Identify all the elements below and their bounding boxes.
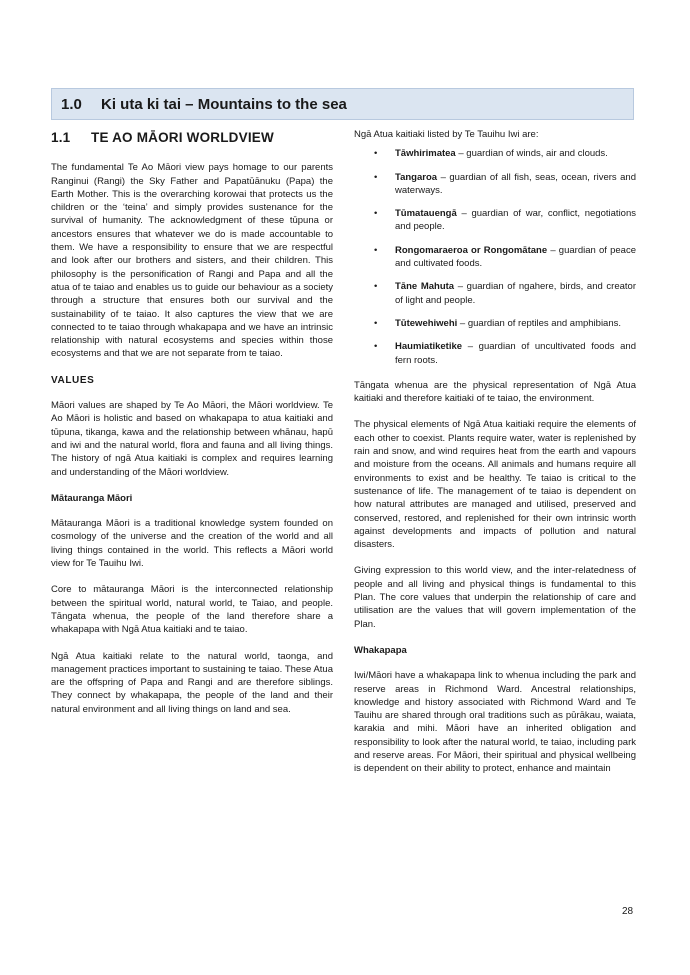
atua-name: Tūtewehiwehi — [395, 317, 458, 329]
left-column — [51, 128, 333, 729]
subsection-title: TE AO MĀORI WORLDVIEW — [91, 130, 274, 145]
atua-name: Tāne Mahuta — [395, 281, 455, 293]
world-view-paragraph: Giving expression to this world view, and the inter-relatedness of people and all living and physical things is fundamental to this Plan. The core values that underpin the relationship of care and utilisation are the values that will govern implementation of the Plan. — [354, 565, 636, 630]
bullet-icon: • — [374, 148, 378, 160]
section-number: 1.0 — [61, 95, 82, 113]
atua-description: – guardian of ngahere, birds, and creator of light and people. — [395, 281, 636, 306]
bullet-icon: • — [374, 341, 378, 353]
matauranga-heading: Mātauranga Māori — [51, 492, 133, 504]
atua-name: Tāwhirimatea — [395, 148, 456, 160]
atua-description: – guardian of uncultivated foods and fern roots. — [395, 341, 636, 366]
list-item — [354, 280, 636, 307]
atua-description: – guardian of all fish, seas, ocean, rivers and waterways. — [395, 171, 636, 196]
list-item — [354, 207, 636, 234]
list-item — [354, 340, 636, 367]
page-number: 28 — [622, 906, 634, 917]
list-item — [354, 317, 636, 330]
list-item — [354, 147, 636, 160]
bullet-icon: • — [374, 171, 378, 183]
right-column — [354, 128, 636, 789]
atua-kaitiaki-list — [354, 147, 636, 367]
list-item — [354, 171, 636, 198]
values-heading: VALUES — [51, 374, 95, 386]
atua-name: Tūmatauengā — [395, 208, 457, 220]
values-paragraph: Māori values are shaped by Te Ao Māori, the Māori worldview. Te Ao Māori is holistic and based on whakapapa to atua kaitiaki and tūpuna, tikanga, kawa and the relationship between whānau, hapū and iwi and the natural world, flora and fauna and all living things. The history of ngā Atua kaitiaki is complex and requires learning and understanding of the Māori worldview. — [51, 400, 333, 478]
list-item — [354, 244, 636, 271]
whakapapa-heading: Whakapapa — [354, 644, 407, 656]
matauranga-paragraph-1: Mātauranga Māori is a traditional knowledge system founded on cosmology of the universe and the creation of the world and all living things contained in the world. This reflects a Māori world view for Te Tauihu Iwi. — [51, 518, 333, 570]
atua-list-intro: Ngā Atua kaitiaki listed by Te Tauihu Iwi are: — [354, 129, 539, 140]
whakapapa-paragraph: Iwi/Māori have a whakapapa link to whenua including the park and reserve areas in Richmond Ward. Ancestral relationships, knowledge and history associated with Richmond Ward and Te Tauihu are shared through oral traditions such as pūrākau, waiata, karakia and mihi. Māori have an inherited obligation and responsibility to look after the natural world, te taiao, including park and reserve areas. For Māori, their spiritual and physical wellbeing is dependent on their ability to protect, enhance and maintain — [354, 670, 636, 775]
bullet-icon: • — [374, 208, 378, 220]
bullet-icon: • — [374, 317, 378, 329]
physical-elements-paragraph: The physical elements of Ngā Atua kaitiaki require the elements of each other to coexist. Plants require water, water is replenished by rain and snow, and wind requires heat from the earth and vapours and moisture from the oceans. All animals and humans require all environments to exist and be healthy. Te taiao is critical to the sustenance of life. The management of te taiao is dependent on how natural attributes are managed and utilised, preserved and conserved, restored, and replenished for their own intrinsic worth against developments and impacts of pollution and natural disasters. — [354, 419, 636, 551]
subsection-heading — [51, 131, 333, 144]
atua-description: – guardian of peace and cultivated foods. — [395, 244, 637, 270]
atua-name: Haumiatiketike — [395, 341, 463, 353]
bullet-icon: • — [374, 281, 378, 293]
atua-description: – guardian of reptiles and amphibians. — [457, 317, 622, 329]
intro-paragraph: The fundamental Te Ao Māori view pays homage to our parents Ranginui (Rangi) the Sky Father and Papatūānuku (Papa) the Earth Mother. This is the overarching korowai that protects us the children or the ‘teina’ and simply provides sustenance for the survival of humanity. The acknowledgment of these tūpuna or ancestors ensures that whatever we do is made accountable to them. We have a responsibility to ensure that we are respectful and look after our brothers and sisters, and their children. This philosophy is the personification of Rangi and Papa and all the atua of te taiao and enables us to guide our behaviour as a society through a structure that ensures both our survival and the sustainability of te taiao. It also captures the view that we are connected to te taiao through whakapapa and we have an intrinsic relationship with natural ecosystems and species within those ecosystems and that we are not separate from te taiao. — [51, 162, 333, 360]
matauranga-paragraph-2: Core to mātauranga Māori is the interconnected relationship between the spiritual world, natural world, te Taiao, and people. Tāngata whenua, the people of the land therefore share a whakapapa with Ngā Atua kaitiaki and te taiao. — [51, 584, 333, 636]
atua-description: – guardian of war, conflict, negotiations and people. — [395, 208, 636, 233]
subsection-number: 1.1 — [51, 130, 71, 145]
bullet-icon: • — [374, 244, 378, 256]
section-heading-banner — [51, 88, 634, 120]
section-title: Ki uta ki tai – Mountains to the sea — [101, 95, 347, 113]
matauranga-paragraph-3: Ngā Atua kaitiaki relate to the natural world, taonga, and management practices important to sustaining te taiao. These Atua are the offspring of Papa and Rangi and are therefore siblings. They connect by whakapapa, the people of the land and their natural environment and all living things on land and sea. — [51, 650, 333, 715]
atua-description: – guardian of winds, air and clouds. — [455, 148, 608, 160]
tangata-whenua-paragraph: Tāngata whenua are the physical representation of Ngā Atua kaitiaki and therefore kaitiaki of te taiao, the environment. — [354, 379, 636, 405]
atua-name: Tangaroa — [395, 171, 438, 183]
atua-name: Rongomaraeroa or Rongomātane — [395, 244, 548, 256]
